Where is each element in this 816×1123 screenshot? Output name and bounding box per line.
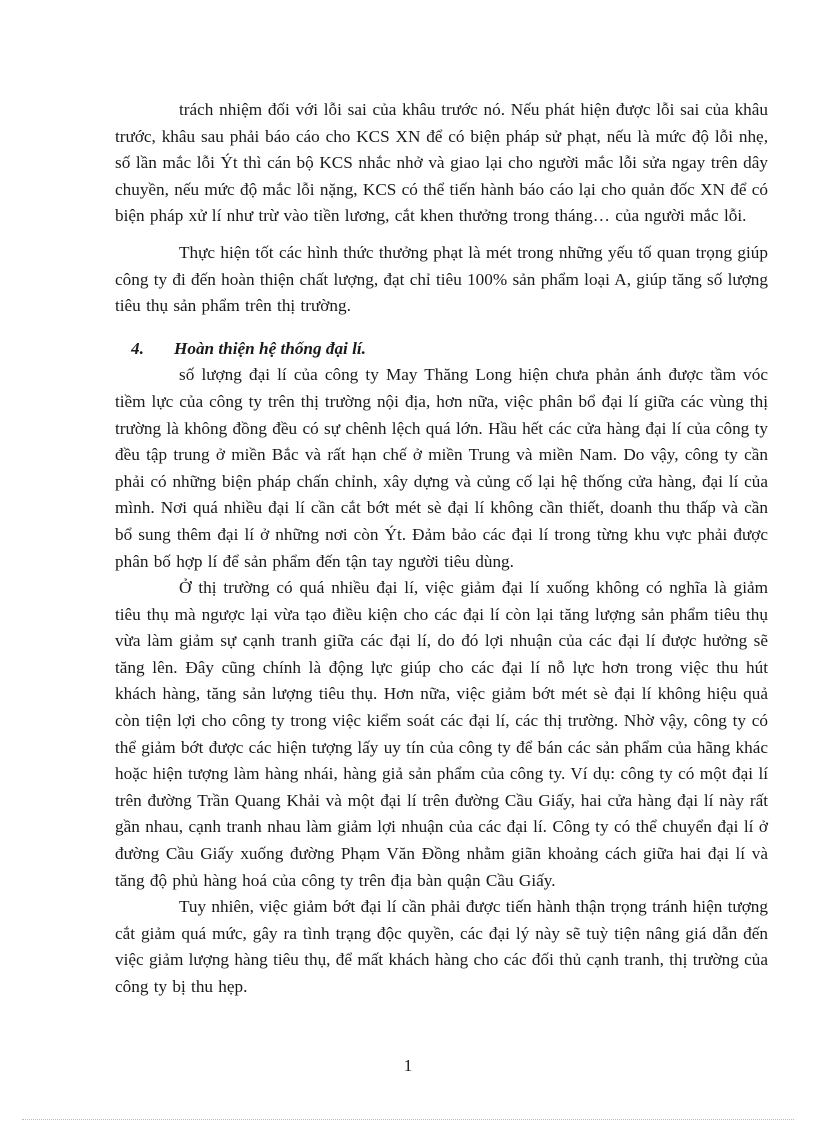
section-title: Hoàn thiện hệ thống đại lí.: [174, 338, 366, 358]
paragraph: Thực hiện tốt các hình thức thưởng phạt là mét trong những yếu tố quan trọng giúp công ty đi đến hoàn thiện chất lượng, đạt chỉ tiêu 100% sản phẩm loại A, giúp tăng số lượng tiêu thụ sản phẩm trên thị trường.: [115, 242, 768, 316]
section-number: 4.: [131, 338, 144, 358]
paragraph: số lượng đại lí của công ty May Thăng Long hiện chưa phản ánh được tầm vóc tiềm lực của công ty trên thị trường nội địa, hơn nữa, việc phân bổ đại lí giữa các vùng thị trường là không đồng đều có sự chênh lệch quá lớn. Hầu hết các cửa hàng đại lí của công ty đều tập trung ở miền Bắc và rất hạn chế ở miền Trung và miền Nam. Do vậy, công ty cần phải có những biện pháp chấn chỉnh, xây dựng và củng cố lại hệ thống cửa hàng, đại lí của mình. Nơi quá nhiều đại lí cần cắt bớt mét sè đại lí không cần thiết, doanh thu thấp và cần bổ sung thêm đại lí ở những nơi còn Ýt. Đảm bảo các đại lí trong từng khu vực phải được phân bố hợp lí để sản phẩm đến tận tay người tiêu dùng.: [115, 365, 768, 571]
document-body: [115, 97, 768, 1001]
footer-divider: [22, 1119, 794, 1120]
section-heading: [115, 336, 768, 363]
paragraph: Tuy nhiên, việc giảm bớt đại lí cần phải được tiến hành thận trọng tránh hiện tượng cắt giảm quá mức, gây ra tình trạng độc quyền, các đại lý này sẽ tuỳ tiện nâng giá dẫn đến việc giảm lượng hàng tiêu thụ, để mất khách hàng cho các đối thủ cạnh tranh, thị trường của công ty bị thu hẹp.: [115, 897, 768, 996]
paragraph: Ở thị trường có quá nhiều đại lí, việc giảm đại lí xuống không có nghĩa là giảm tiêu thụ mà ngược lại vừa tạo điều kiện cho các đại lí còn lại tăng lượng sản phẩm tiêu thụ vừa làm giảm sự cạnh tranh giữa các đại lí, do đó lợi nhuận của các đại lí được hưởng sẽ tăng lên. Đây cũng chính là động lực giúp cho các đại lí nỗ lực hơn trong việc thu hút khách hàng, tăng sản lượng tiêu thụ. Hơn nữa, việc giảm bớt mét sè đại lí không hiệu quả còn tiện lợi cho công ty trong việc kiểm soát các đại lí, các thị trường. Nhờ vậy, công ty có thể giảm bớt được các hiện tượng lấy uy tín của công ty để bán các sản phẩm của hãng khác hoặc hiện tượng làm hàng nhái, hàng giả sản phẩm của công ty. Ví dụ: công ty có một đại lí trên đường Trần Quang Khải và một đại lí trên đường Cầu Giấy, hai cửa hàng đại lí này rất gần nhau, cạnh tranh nhau làm giảm lợi nhuận của các đại lí. Công ty có thể chuyển đại lí ở đường Cầu Giấy xuống đường Phạm Văn Đồng nhằm giãn khoảng cách giữa hai đại lí và tăng độ phủ hàng hoá của công ty trên địa bàn quận Cầu Giấy.: [115, 578, 768, 890]
paragraph: trách nhiệm đối với lỗi sai của khâu trước nó. Nếu phát hiện được lỗi sai của khâu trước, khâu sau phải báo cáo cho KCS XN để có biện pháp sử phạt, nếu là mức độ lỗi nhẹ, số lần mắc lỗi Ýt thì cán bộ KCS nhắc nhở và giao lại cho người mắc lỗi sửa ngay trên dây chuyền, nếu mức độ mắc lỗi nặng, KCS có thể tiến hành báo cáo lại cho quản đốc XN để có biện pháp xử lí như trừ vào tiền lương, cắt khen thưởng trong tháng… của người mắc lỗi.: [115, 100, 768, 226]
page-number: 1: [403, 1056, 413, 1075]
